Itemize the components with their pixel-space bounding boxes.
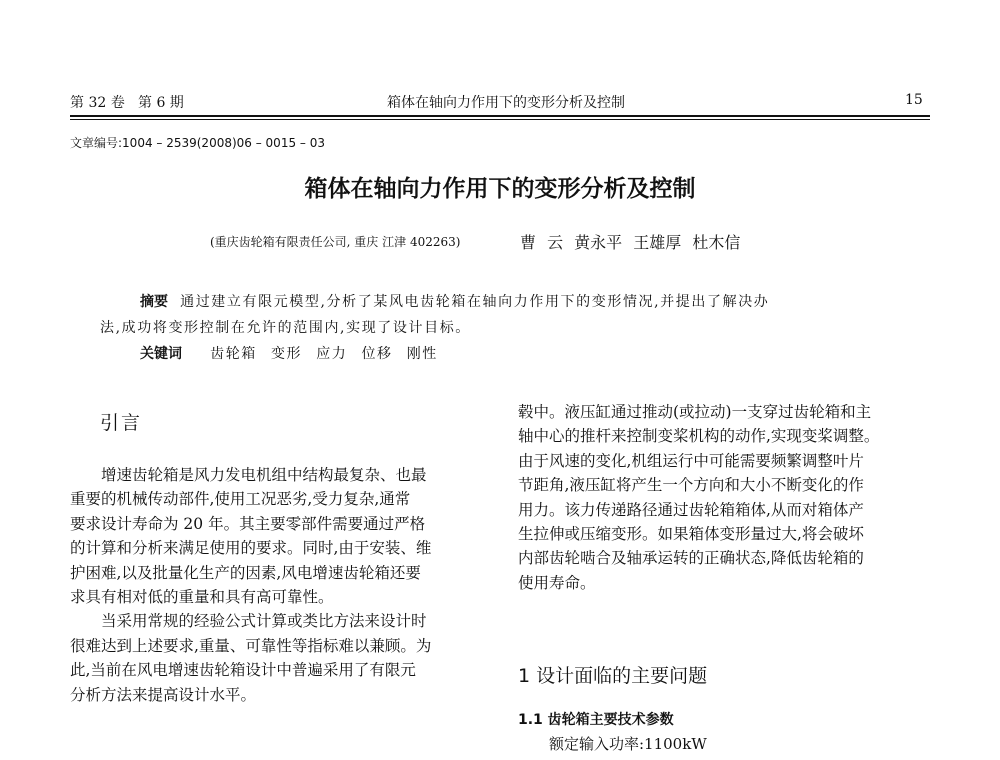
- param-rated-input-power: 额定输入功率:1100kW: [549, 735, 707, 753]
- body-line: 节距角,液压缸将产生一个方向和大小不断变化的作: [518, 476, 864, 495]
- abstract-line-1: [140, 291, 769, 311]
- keywords: [140, 343, 438, 363]
- body-line: 护困难,以及批量化生产的因素,风电增速齿轮箱还要: [70, 563, 421, 582]
- body-line: 毂中。液压缸通过推动(或拉动)一支穿过齿轮箱和主: [518, 403, 872, 421]
- body-line: 内部齿轮啮合及轴承运转的正确状态,降低齿轮箱的: [518, 549, 864, 568]
- authors: 曹 云 黄永平 王雄厚 杜木信: [520, 233, 741, 252]
- article-number: 文章编号:1004 – 2539(2008)06 – 0015 – 03: [70, 136, 325, 150]
- body-line: 求具有相对低的重量和具有高可靠性。: [70, 588, 334, 607]
- header-rule-thin: [70, 119, 930, 120]
- keywords-label: 关键词: [140, 346, 182, 362]
- header-rule-thick: [70, 115, 930, 117]
- header-volume: 第 32 卷: [70, 95, 125, 111]
- body-line: 增速齿轮箱是风力发电机组中结构最复杂、也最: [101, 466, 427, 484]
- body-line: 很难达到上述要求,重量、可靠性等指标难以兼顾。为: [70, 636, 432, 655]
- body-line: 使用寿命。: [518, 573, 596, 592]
- abstract-label: 摘要: [140, 294, 168, 310]
- body-line: 的计算和分析来满足使用的要求。同时,由于安装、维: [70, 539, 432, 558]
- body-line: 用力。该力传递路径通过齿轮箱箱体,从而对箱体产: [518, 500, 864, 519]
- header-issue: 第 6 期: [138, 95, 184, 111]
- affiliation: (重庆齿轮箱有限责任公司, 重庆 江津 402263): [210, 235, 461, 249]
- body-line: 由于风速的变化,机组运行中可能需要频繁调整叶片: [518, 451, 864, 470]
- body-line: 此,当前在风电增速齿轮箱设计中普遍采用了有限元: [70, 661, 416, 680]
- header-running-title: 箱体在轴向力作用下的变形分析及控制: [387, 95, 625, 111]
- header-page-number: 15: [905, 92, 923, 108]
- body-line: 分析方法来提高设计水平。: [70, 685, 257, 704]
- section-1-heading: 1 设计面临的主要问题: [518, 665, 708, 687]
- body-line: 要求设计寿命为 20 年。其主要零部件需要通过严格: [70, 514, 426, 533]
- subsection-1-1-heading: 1.1 齿轮箱主要技术参数: [518, 712, 674, 728]
- body-line: 轴中心的推杆来控制变桨机构的动作,实现变桨调整。: [518, 427, 880, 446]
- intro-heading: 引言: [100, 412, 143, 434]
- abstract-text-1: 通过建立有限元模型,分析了某风电齿轮箱在轴向力作用下的变形情况,并提出了解决办: [180, 294, 770, 310]
- left-column: [70, 463, 495, 707]
- right-column: [518, 400, 938, 595]
- abstract-line-2: 法,成功将变形控制在允许的范围内,实现了设计目标。: [100, 320, 471, 336]
- paper-title: 箱体在轴向力作用下的变形分析及控制: [304, 176, 696, 202]
- body-line: 生拉伸或压缩变形。如果箱体变形量过大,将会破坏: [518, 525, 864, 544]
- body-line: 当采用常规的经验公式计算或类比方法来设计时: [101, 612, 427, 631]
- body-line: 重要的机械传动部件,使用工况恶劣,受力复杂,通常: [70, 490, 411, 509]
- keywords-text: 齿轮箱 变形 应力 位移 刚性: [210, 346, 438, 362]
